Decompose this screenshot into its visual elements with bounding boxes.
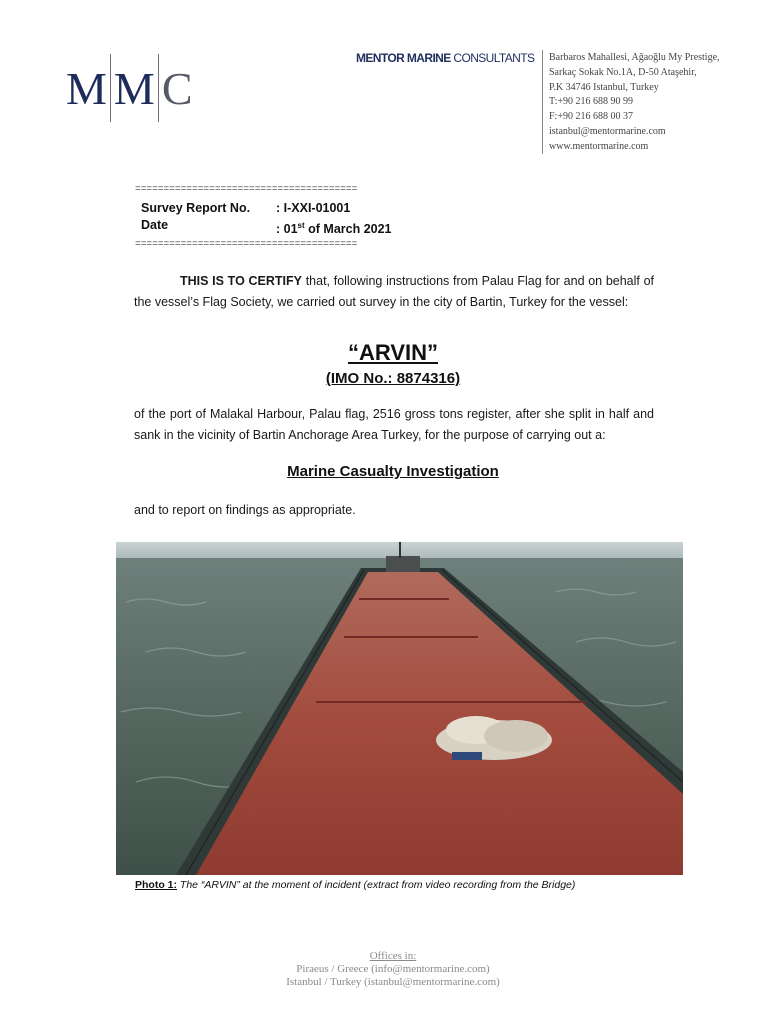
company-name-regular: CONSULTANTS [450,51,535,65]
certify-text: that, following instructions from Palau Flag for and on behalf of the vessel’s Flag Society, we carried out survey in the city of Bartin, Turkey for the vessel: [134,274,655,309]
caption-text: The “ARVIN” at the moment of incident (extract from video recording from the Bridge) [177,879,576,891]
address-line: Sarkaç Sokak No.1A, D-50 Ataşehir, [549,66,697,78]
office-line: Piraeus / Greece (info@mentormarine.com) [296,963,490,975]
caption-label: Photo 1: [135,879,177,891]
imo-number: (IMO No.: 8874316) [325,370,461,387]
ship-photo [116,542,683,875]
vessel-name: “ARVIN” [347,340,439,365]
logo-letter-m2: M [113,62,155,114]
company-name [356,51,534,65]
mmc-logo [66,54,193,122]
report-info [141,200,392,238]
photo-caption [135,879,575,891]
address-line: Barbaros Mahallesi, Ağaoğlu My Prestige, [549,52,720,63]
report-no-value: : I-XXI-01001 [276,201,351,215]
certify-bold: THIS IS TO CERTIFY [180,274,302,288]
certify-paragraph [134,271,654,313]
address-divider [542,50,543,154]
fax-line: F:+90 216 688 00 37 [549,111,633,123]
offices-footer [0,950,768,989]
separator-bottom: ======================================= [135,238,358,249]
logo-divider [158,54,159,122]
logo-divider [110,54,111,122]
investigation-title: Marine Casualty Investigation [287,463,499,480]
date-value: : 01st of March 2021 [276,221,392,237]
email-line: istanbul@mentormarine.com [549,125,666,137]
logo-letter-c: C [161,62,193,114]
logo-letter-m1: M [66,62,107,114]
offices-title: Offices in: [369,950,417,962]
office-line: Istanbul / Turkey (istanbul@mentormarine.com) [286,976,500,988]
company-address [549,51,720,155]
port-paragraph: of the port of Malakal Harbour, Palau flag, 2516 gross tons register, after she split in half and sank in the vicinity of Bartin Anchorage Area Turkey, for the purpose of carrying out a: [134,407,654,442]
closing-line: and to report on findings as appropriate. [134,503,356,517]
ship-photo-image [116,542,683,875]
phone-line: T:+90 216 688 90 99 [549,96,634,108]
report-no-label: Survey Report No. [141,201,251,215]
address-line: P.K 34746 Istanbul, Turkey [549,81,659,93]
website-line: www.mentormarine.com [549,140,649,152]
date-label: Date [141,218,169,232]
separator-top: ======================================= [135,183,358,194]
company-name-bold: MENTOR MARINE [356,51,451,65]
